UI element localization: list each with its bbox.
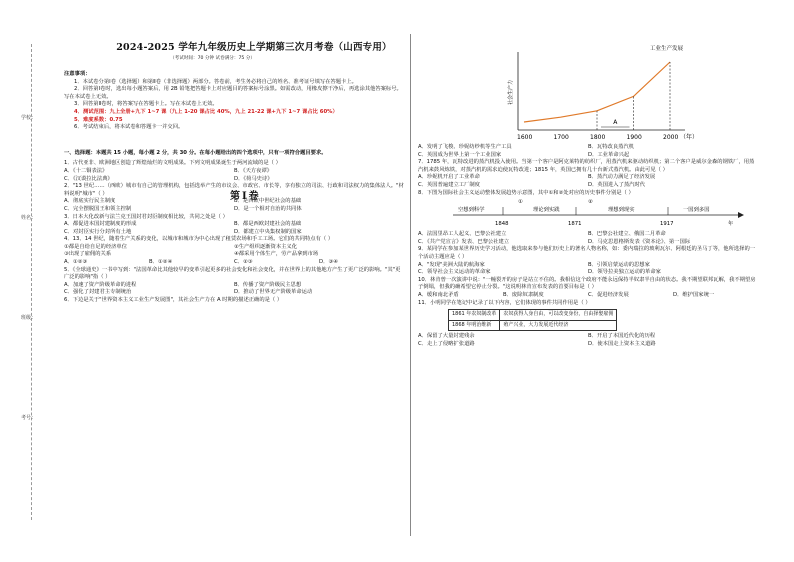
timeline-year: 1917 [660, 221, 674, 228]
option[interactable]: A．珍妮机开启了工业革命 [418, 174, 480, 181]
question-stem: 1．古代亚非、欧洲地区创造了辉煌灿烂的文明成果。下列文明成果诞生于两河流域的是（ ） [64, 160, 281, 167]
timeline-stage: 空想到科学 [458, 207, 485, 214]
question-stem: 10．林肯曾一次演讲中说："一幢裂开的房子是站立不住的。我相信这个政府不能永远保持半奴隶半自由的状态。我不期望联邦瓦解，我不期望房子倒塌，但我的确希望它停止分裂。"这说明林肯宣布发表的首要目标是（ ） [418, 276, 756, 291]
option[interactable]: A．缓和南北矛盾 [418, 291, 459, 298]
timeline-stage: 理论到实践 [533, 207, 560, 214]
option[interactable]: D．③④ [319, 259, 338, 266]
x-tick-label: 2000 [663, 134, 679, 141]
table-cell: 殖产兴业，大力发展近代经济 [500, 320, 617, 331]
option[interactable]: C．英国成为世界上第一个工业国家 [418, 151, 502, 158]
timeline-year: 1871 [568, 221, 582, 228]
option[interactable]: B．开启了本国近代化的历程 [588, 333, 656, 340]
option[interactable]: B．是西欧中世纪社会的基础 [234, 198, 302, 205]
option[interactable]: C．《共产党宣言》发表、巴黎公社建立 [418, 238, 510, 245]
x-tick-label: 1700 [553, 134, 569, 141]
option[interactable]: B．《天方夜谭》 [234, 167, 273, 174]
notice-item: 1．本试卷分第Ⅰ卷（选择题）和第Ⅱ卷（非选择题）两部分。答卷前，考生务必将自己的姓名、准考证号填写在答题卡上。 [74, 78, 357, 85]
statement: ④都采用个体生产，劳产品拿到市场 [234, 251, 319, 258]
table-row [449, 320, 617, 331]
period-marker-a: A [613, 119, 618, 126]
option[interactable]: C．领导社会主义运动的革命家 [418, 269, 491, 276]
question-options [418, 292, 758, 300]
option[interactable]: A．彻底实行民主制度 [64, 198, 116, 205]
notice-item: 3．回答第Ⅱ卷时，将答案写在答题卡上。写在本试卷上无效。 [74, 101, 218, 108]
statement: ②生产组织逐渐资本主义化 [234, 243, 298, 250]
question-stem: 9．某同学在参加某世界历史学习活动，他选取来参与他们历史上的著名人物名称，如：委内瑞拉的玻利瓦尔、阿根廷的圣马丁等，他所选择的一个活动主题应是（ ） [418, 246, 756, 260]
question-statements [64, 244, 404, 259]
notes-table [448, 309, 617, 331]
x-axis-unit: （年） [680, 134, 699, 141]
right-column [418, 144, 758, 348]
option[interactable]: B．废除奴隶制度 [503, 291, 544, 298]
question-options [418, 262, 758, 277]
option[interactable]: D．推动了世界无产阶级革命运动 [234, 289, 313, 296]
section-intro: 一、选择题：本题共 15 小题，每小题 2 分，共 30 分。在每小题给出的四个选项中，只有一项符合题目要求。 [64, 149, 327, 156]
notice-item: 6．考试结束后，将本试卷和答题卡一并交回。 [74, 124, 184, 131]
sidebar-name: 姓名： [21, 215, 37, 221]
column-divider [410, 34, 411, 536]
option[interactable]: B．都是西欧封建社会的基础 [234, 221, 302, 228]
table-cell: 1861 年农奴制改革 [449, 310, 500, 321]
timeline-mark: ② [588, 199, 593, 206]
option[interactable]: D．是一个相对自治的共同体 [234, 205, 302, 212]
statement: ①都是自给自足的经济单位 [64, 243, 128, 250]
timeline-stage: 理想到现实 [608, 207, 635, 214]
question-options [418, 231, 758, 246]
socialism-timeline [448, 197, 748, 231]
table-row [449, 310, 617, 321]
timeline-unit: 年 [728, 221, 734, 228]
notice-item: 2．回答第Ⅰ卷时，选出每小题答案后，用 2B 铅笔把答题卡上对应题目的答案标号涂黑。如需改动，用橡皮擦干净后，再选涂其他答案标号。写在本试卷上无效。 [64, 86, 402, 100]
binding-margin [18, 44, 38, 520]
option[interactable]: D．马克思恩格斯发表《资本论》、第一国际 [588, 238, 691, 245]
option[interactable]: C．强化了封建君主专制统治 [64, 289, 132, 296]
option[interactable]: C．对封臣实行分封所有土地 [64, 228, 132, 235]
question-stem: 8．下图为国际社会主义运动整体发展趋势示意图，其中①和②处对应的历史事件分别是（ ） [418, 189, 634, 196]
option[interactable]: D．都建立中央集权制的国家 [234, 228, 302, 235]
exam-info: （考试时间：70 分钟 试卷满分：75 分） [170, 56, 255, 61]
timeline-arrow [738, 212, 744, 218]
question-options [64, 168, 404, 183]
option[interactable]: C．走上了侵略扩张道路 [418, 340, 475, 347]
option[interactable]: A．法国里昂工人起义、巴黎公社建立 [418, 231, 507, 238]
x-tick-label: 1800 [590, 134, 606, 141]
option[interactable]: B．蒸汽动力满足了经济发展 [588, 174, 656, 181]
question-options [418, 174, 758, 189]
option[interactable]: D．维护国家统一 [673, 291, 715, 298]
question-stem: 3．日本大化改新与法兰克王国封君封臣制度相比较，共同之处是（ ） [64, 213, 228, 220]
option[interactable]: C．②③ [234, 259, 253, 266]
part-heading: 第Ⅰ卷 [230, 191, 261, 202]
option[interactable]: C．完全摆脱国王和领主控制 [64, 205, 132, 212]
option[interactable]: A．加速了资产阶级革命的进程 [64, 281, 137, 288]
option[interactable]: A．发明了飞梭、珍妮纺纱机等生产工具 [418, 144, 512, 150]
option[interactable]: D．英国进入了蒸汽时代 [588, 181, 646, 188]
table-cell: 农奴获得人身自由，可以改变身份，自由择娶雇佣 [500, 310, 617, 321]
question-options [418, 333, 758, 348]
option[interactable]: D．领导拉美独立运动的革命家 [588, 269, 661, 276]
option[interactable]: D．使本国走上资本主义道路 [588, 340, 656, 347]
question-stem: 11．小明同学在笔记中记录了以下内容，它们体现的事件共同作用是（ ） [418, 299, 591, 306]
question-options [418, 144, 758, 159]
x-tick-label: 1900 [626, 134, 642, 141]
question-stem: 7．1785 年，瓦特改进的蒸汽机投入使用。当第一个客户是阿克莱特的纺织厂，用蒸汽机来驱动纺织机；第二个客户是威尔金森的钢铁厂，用蒸汽机来鼓风炼铁，对蒸汽机的需求迫使瓦特改进；1815 年，英国已拥有几十台新式蒸汽机。由此可见（ ） [418, 159, 755, 173]
question-stem: 4．13、14 世纪，随着生产关系的变化，以城市和城市为中心出现了租赁农场和手工工场。它们的共同特点有（ ） [64, 236, 334, 243]
x-tick-label: 1600 [517, 134, 533, 141]
table-cell: 1868 年明治维新 [449, 320, 500, 331]
option[interactable]: A．"发现"美洲大陆的航海家 [418, 261, 485, 268]
sidebar-class: 班级： [21, 315, 37, 321]
option[interactable]: A．保留了大量封建残余 [418, 333, 475, 340]
page-title: 2024-2025 学年九年级历史上学期第三次月考卷（山西专用） [116, 42, 392, 53]
chart-marks [517, 62, 698, 141]
chart-ylabel: 社会生产力 [508, 79, 514, 105]
option[interactable]: C．促进经济发展 [588, 291, 629, 298]
option[interactable]: C．《汉谟拉比法典》 [64, 175, 113, 182]
notice-item-scope: 4．测试范围：九上全册+九下 1~7 课（九上 1-20 课占比 40%，九上 21-22 课+九下 1~7 课占比 60%） [74, 108, 338, 115]
chart-title: 工业生产发展 [650, 46, 684, 52]
option[interactable]: B．引领启蒙运动的思想家 [588, 261, 650, 268]
timeline-stage: 一国到多国 [683, 207, 710, 214]
industry-chart [500, 40, 700, 144]
notice-heading: 注意事项： [64, 71, 91, 77]
option[interactable]: D．工业革命兴起 [588, 151, 630, 158]
option[interactable]: B．巴黎公社建立、俄国二月革命 [588, 231, 666, 238]
option[interactable]: D．《荷马史诗》 [234, 175, 273, 182]
notice-item-difficulty: 5．难度系数：0.75 [74, 116, 123, 123]
question-options [64, 259, 404, 267]
option[interactable]: B．传播了资产阶级民主思想 [234, 281, 302, 288]
question-options [64, 221, 404, 236]
question-options [64, 282, 404, 297]
timeline-mark: ① [518, 199, 523, 206]
option[interactable]: A．《十二铜表法》 [64, 167, 108, 174]
sidebar-number: 考号： [21, 415, 37, 421]
option[interactable]: C．英国普遍建立工厂制度 [418, 181, 480, 188]
timeline-year: 1848 [495, 221, 509, 228]
series-line [524, 62, 670, 122]
statement: ③出现了雇佣的关系 [64, 251, 112, 258]
question-stem: 5．《全球通史》一书中写到："法国革命比其他较早的变革引起更多的社会变化和社会变化，并在世界上的其他地方产生了更广泛的影响。"其"更广泛的影响"指（ ） [64, 266, 401, 281]
question-stem: 6．下边是关于"世界资本主义工业生产发展图"，其社会生产力在 A 时期的描述正确的是（ ） [64, 297, 283, 304]
option[interactable]: B．瓦特改良蒸汽机 [588, 144, 635, 150]
sidebar-school: 学校： [21, 115, 37, 121]
option[interactable]: B．①②④ [149, 259, 173, 266]
option[interactable]: A．①②③ [64, 259, 88, 266]
option[interactable]: A．都促进本国封建制度的形成 [64, 221, 137, 228]
question-stem: 2．"13 世纪……（西欧）城市有自己的管理机构，包括选举产生的市议会、市政官、市长等，享有独立的司法、行政和司法权力的集体法人。"材料说明"城市"（ ） [64, 183, 404, 197]
